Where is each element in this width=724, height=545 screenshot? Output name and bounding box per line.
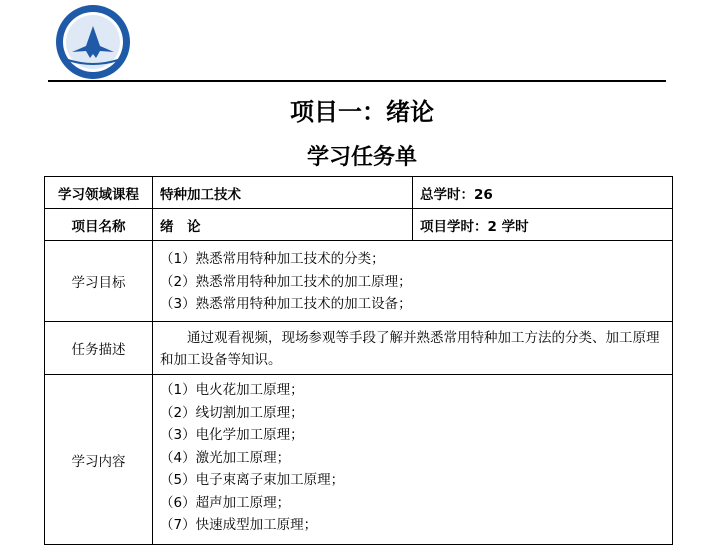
table-row-task [45, 322, 673, 375]
header-divider [48, 80, 666, 82]
course-value: 特种加工技术 [153, 177, 413, 209]
list-item: （5）电子束离子束加工原理； [160, 472, 345, 488]
goals-label: 学习目标 [45, 241, 153, 322]
list-item: （3）电化学加工原理； [160, 427, 304, 443]
list-item: （1）熟悉常用特种加工技术的分类； [160, 251, 385, 268]
table-row-project [45, 209, 673, 241]
task-label: 任务描述 [45, 322, 153, 375]
page-title: 项目一：绪论 [290, 98, 434, 126]
list-item: （4）激光加工原理； [160, 449, 291, 466]
project-hours: 项目学时：2 学时 [413, 209, 673, 241]
list-item: （3）熟悉常用特种加工技术的加工设备； [160, 296, 412, 313]
table-row-course [45, 177, 673, 209]
list-item: （2）线切割加工原理； [160, 404, 304, 421]
list-item: （2）熟悉常用特种加工技术的加工原理； [160, 273, 412, 290]
school-logo [48, 2, 138, 82]
task-sheet-table [44, 176, 673, 545]
page-subtitle: 学习任务单 [306, 145, 417, 170]
list-item: （6）超声加工原理； [160, 494, 291, 511]
content-label: 学习内容 [45, 375, 153, 545]
project-label: 项目名称 [45, 209, 153, 241]
school-logo-graphic [48, 2, 138, 82]
total-hours: 总学时：26 [413, 177, 673, 209]
content-list [153, 375, 673, 545]
course-label: 学习领域课程 [45, 177, 153, 209]
list-item: （7）快速成型加工原理； [160, 517, 318, 533]
table-row-goals [45, 241, 673, 322]
table-row-content [45, 375, 673, 545]
goals-list [153, 241, 673, 322]
project-value: 绪 论 [153, 209, 413, 241]
task-description: 通过观看视频，现场参观等手段了解并熟悉常用特种加工方法的分类、加工原理和加工设备等知识。 [153, 322, 673, 375]
list-item: （1）电火花加工原理； [160, 382, 304, 398]
